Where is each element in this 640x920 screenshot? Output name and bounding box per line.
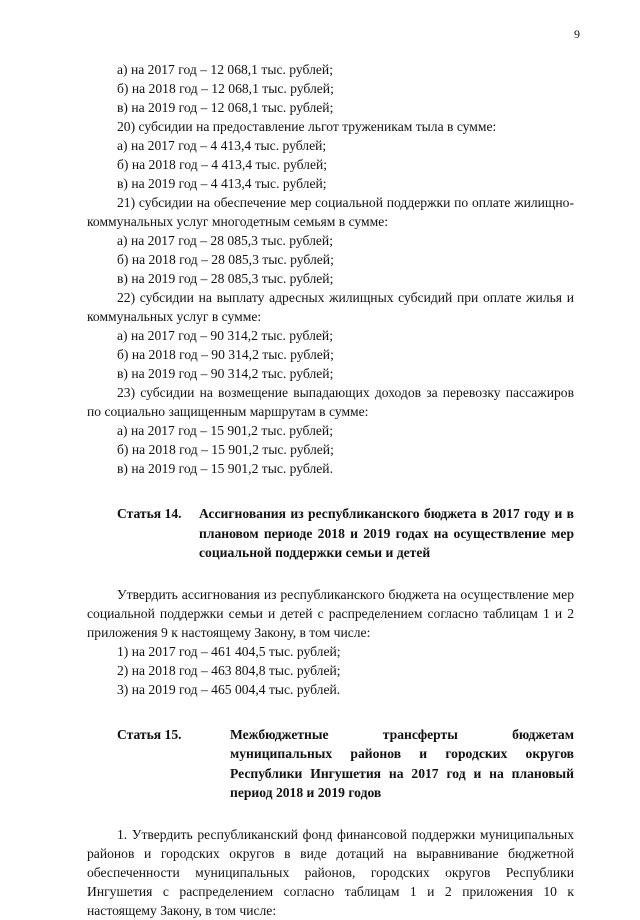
- document-body: [87, 60, 574, 920]
- list-item: в) на 2019 год – 28 085,3 тыс. рублей;: [117, 271, 334, 286]
- item-23: 23) субсидии на возмещение выпадающих доходов за перевозку пассажиров по социально защищенным маршрутам в сумме:: [87, 385, 574, 419]
- list-item: 2) на 2018 год – 463 804,8 тыс. рублей;: [117, 662, 341, 678]
- list-item: в) на 2019 год – 90 314,2 тыс. рублей;: [117, 366, 334, 381]
- article-14-heading: [87, 504, 574, 563]
- list-item: б) на 2018 год – 15 901,2 тыс. рублей;: [117, 442, 334, 457]
- list-item: а) на 2017 год – 12 068,1 тыс. рублей;: [117, 62, 333, 77]
- item-21: 21) субсидии на обеспечение мер социальной поддержки по оплате жилищно-коммунальных услуг многодетным семьям в сумме:: [87, 195, 574, 229]
- article-15-number: Статья 15.: [117, 726, 182, 742]
- list-item: в) на 2019 год – 15 901,2 тыс. рублей.: [117, 461, 333, 476]
- list-item: а) на 2017 год – 15 901,2 тыс. рублей;: [117, 423, 333, 438]
- list-item: в) на 2019 год – 12 068,1 тыс. рублей;: [117, 100, 334, 115]
- list-item: 3) на 2019 год – 465 004,4 тыс. рублей.: [117, 681, 341, 697]
- page-number: 9: [574, 27, 580, 41]
- article-15-title: Межбюджетные трансферты бюджетам муниципальных районов и городских округов Республики Ингушетия на 2017 год и на плановый период 2018 и 2019 годов: [230, 726, 574, 800]
- list-item: а) на 2017 год – 90 314,2 тыс. рублей;: [117, 328, 333, 343]
- list-item: б) на 2018 год – 90 314,2 тыс. рублей;: [117, 347, 334, 362]
- list-item: в) на 2019 год – 4 413,4 тыс. рублей;: [117, 176, 327, 191]
- item-22: 22) субсидии на выплату адресных жилищных субсидий при оплате жилья и коммунальных услуг в сумме:: [87, 290, 574, 324]
- item-20: 20) субсидии на предоставление льгот труженикам тыла в сумме:: [117, 119, 497, 134]
- list-item: б) на 2018 год – 12 068,1 тыс. рублей;: [117, 81, 334, 96]
- article-14-text: Утвердить ассигнования из республиканского бюджета на осуществление мер социальной поддержки семьи и детей с распределением согласно таблицам 1 и 2 приложения 9 к настоящему Закону, в том числе:: [87, 586, 574, 640]
- list-item: б) на 2018 год – 28 085,3 тыс. рублей;: [117, 252, 334, 267]
- list-item: а) на 2017 год – 28 085,3 тыс. рублей;: [117, 233, 333, 248]
- list-item: 1) на 2017 год – 461 404,5 тыс. рублей;: [117, 643, 341, 659]
- list-item: б) на 2018 год – 4 413,4 тыс. рублей;: [117, 157, 328, 172]
- list-item: а) на 2017 год – 4 413,4 тыс. рублей;: [117, 138, 327, 153]
- article-15-heading: [87, 725, 574, 803]
- article-14-number: Статья 14.: [117, 506, 182, 521]
- article-15-text: 1. Утвердить республиканский фонд финансовой поддержки муниципальных районов и городских округов в виде дотаций на выравнивание бюджетной обеспеченности муниципальных районов, городских округов Республики Ингушетия с распределением согласно таблицам 1 и 2 приложения 10 к настоящему Закону, в том числе:: [87, 826, 574, 918]
- article-14-title: Ассигнования из республиканского бюджета в 2017 году и в плановом периоде 2018 и 2019 годах на осуществление мер социальной поддержки семьи и детей: [199, 506, 574, 560]
